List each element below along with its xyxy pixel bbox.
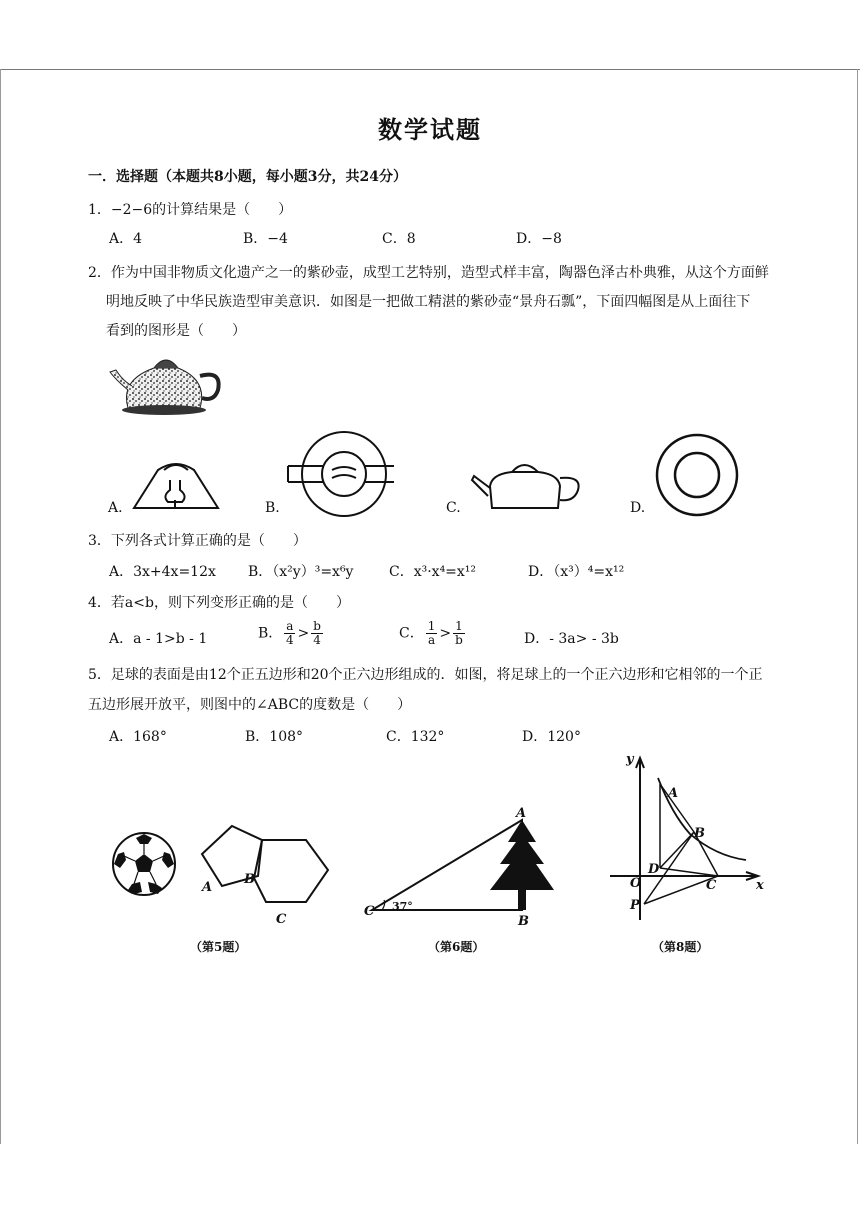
fig8-label-p: P <box>630 898 640 913</box>
page-left-border <box>0 69 1 1144</box>
q2-option-c-figure <box>468 456 584 516</box>
q1-option-d: D．−8 <box>516 231 562 247</box>
q4-option-c-frac-2-den: b <box>455 633 463 647</box>
triangle-tree-figure <box>360 812 560 922</box>
fig8-label-d: D <box>648 862 660 877</box>
fig8-label-o: O <box>630 876 642 891</box>
q4-option-b-frac-2-den: 4 <box>313 633 321 647</box>
q2-option-c-label: C. <box>446 500 461 516</box>
q1-option-b: B．−4 <box>243 231 288 247</box>
page-title: 数学试题 <box>378 115 482 144</box>
q5-line-1: 5．足球的表面是由12个正五边形和20个正六边形组成的．如图，将足球上的一个正六边形和它相邻的一个正 <box>88 667 763 683</box>
fig8-label-y: y <box>626 752 634 767</box>
q4-option-a: A．a - 1>b - 1 <box>109 631 208 647</box>
fig8-label-c: C <box>706 878 717 893</box>
section-header: 一．选择题（本题共8小题，每小题3分，共24分） <box>88 169 407 185</box>
fig6-angle-label: 37° <box>392 900 413 913</box>
fig8-label-x: x <box>756 878 764 893</box>
q2-option-d-label: D. <box>630 500 646 516</box>
coordinate-graph-figure <box>606 754 766 922</box>
q2-line-2: 明地反映了中华民族造型审美意识．如图是一把做工精湛的紫砂壶“景舟石瓢”，下面四幅图是从上面往下 <box>106 294 751 310</box>
pentagon-hexagon-figure <box>196 818 342 926</box>
q4-option-b-frac-1-num: a <box>286 619 294 633</box>
q4-option-c-prefix: C． <box>399 625 424 642</box>
soccer-ball-image <box>110 830 178 898</box>
page-top-border <box>0 69 860 70</box>
q4-option-c-frac-1-num: 1 <box>427 619 436 633</box>
fig6-label-b: B <box>518 914 529 929</box>
fig5-label-a: A <box>202 880 213 895</box>
q2-line-3: 看到的图形是（ ） <box>106 323 246 339</box>
q4-option-c-frac-2-num: 1 <box>455 619 463 633</box>
q1-option-c: C．8 <box>382 231 416 247</box>
q4-option-b-frac-2 <box>311 620 323 647</box>
q2-option-a-figure <box>128 452 224 516</box>
fig8-caption: （第8题） <box>652 940 709 954</box>
q3-option-a: A．3x+4x=12x <box>109 564 216 580</box>
q2-option-a-label: A. <box>108 500 123 516</box>
q5-option-b: B．108° <box>245 729 304 745</box>
q5-option-d: D．120° <box>522 729 581 745</box>
q5-option-a: A．168° <box>109 729 167 745</box>
q4-option-b <box>258 620 325 647</box>
q4-option-b-frac-2-num: b <box>313 619 321 633</box>
q4-option-c-frac-2 <box>453 620 465 647</box>
q4-option-c <box>399 620 467 647</box>
fig6-label-a: A <box>516 806 527 821</box>
q4-option-c-rel: > <box>439 625 452 642</box>
q4-option-b-frac-1-den: 4 <box>286 633 294 647</box>
q4-option-b-prefix: B． <box>258 625 283 642</box>
q1-option-a: A．4 <box>109 231 143 247</box>
q2-line-1: 2．作为中国非物质文化遗产之一的紫砂壶，成型工艺特别，造型式样丰富，陶器色泽古朴典雅，从这个方面鲜 <box>88 265 769 281</box>
q1-stem: 1．−2−6的计算结果是（ ） <box>88 202 293 218</box>
q5-line-2: 五边形展开放平，则图中的∠ABC的度数是（ ） <box>88 697 412 713</box>
fig6-caption: （第6题） <box>428 940 485 954</box>
q5-option-c: C．132° <box>386 729 445 745</box>
q3-option-c: C．x³·x⁴=x¹² <box>389 564 477 580</box>
q3-stem: 3．下列各式计算正确的是（ ） <box>88 533 307 549</box>
q3-option-d: D．（x³）⁴=x¹² <box>528 564 625 580</box>
q4-stem: 4．若a<b，则下列变形正确的是（ ） <box>88 595 350 611</box>
q4-option-b-frac-1 <box>284 620 295 647</box>
q2-option-b-label: B. <box>265 500 280 516</box>
q4-option-b-rel: > <box>297 625 310 642</box>
q4-option-d: D．- 3a> - 3b <box>524 631 619 647</box>
q2-option-b-figure <box>284 428 396 520</box>
q4-option-c-frac-1-den: a <box>427 633 436 647</box>
fig6-label-c: C <box>364 904 375 919</box>
fig8-label-b: B <box>694 826 705 841</box>
q2-option-d-figure <box>652 430 742 520</box>
page-right-border <box>857 69 858 1144</box>
teapot-image <box>108 350 228 420</box>
fig8-label-a: A <box>668 786 679 801</box>
q3-option-b: B．（x²y）³=x⁶y <box>248 564 354 580</box>
fig5-label-b: B <box>244 872 255 887</box>
fig5-caption: （第5题） <box>190 940 247 954</box>
fig5-label-c: C <box>276 912 287 927</box>
q4-option-c-frac-1 <box>426 620 438 647</box>
